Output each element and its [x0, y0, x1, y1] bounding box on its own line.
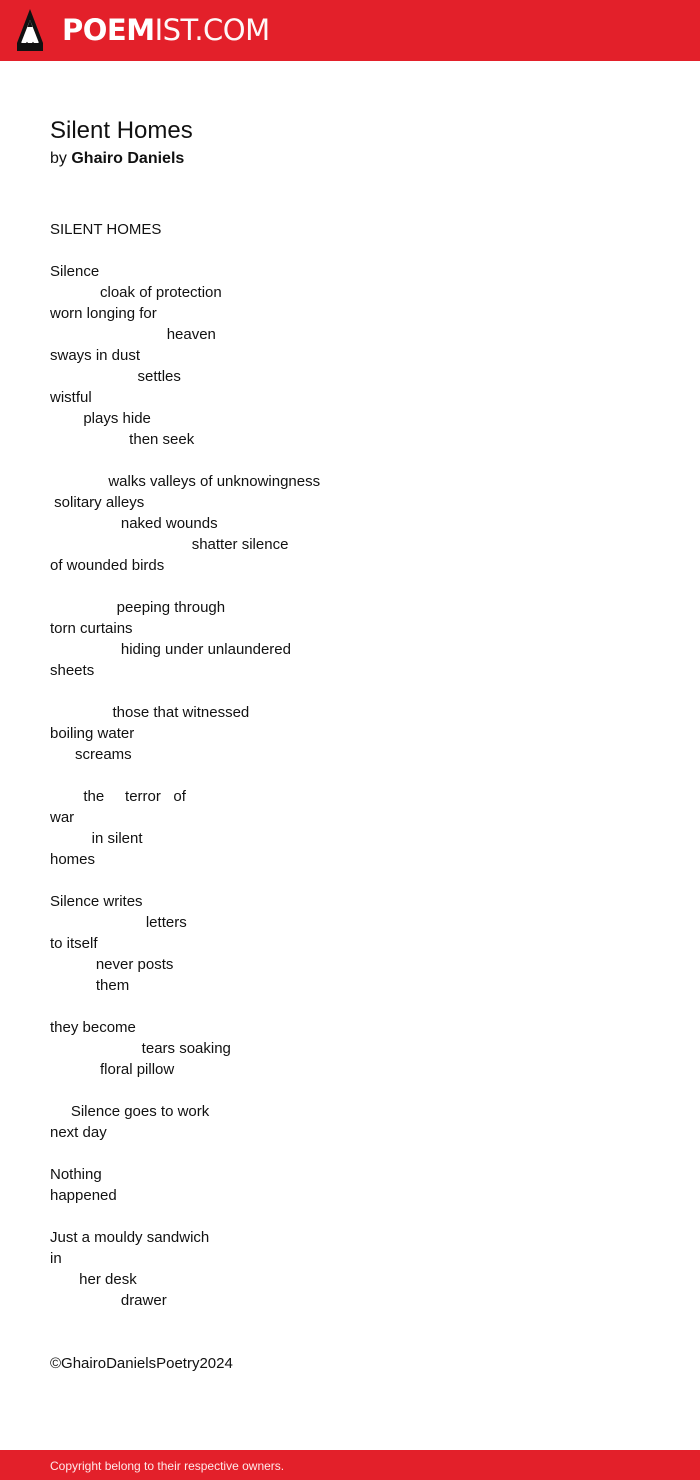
poem-line: of wounded birds: [50, 557, 165, 574]
poem-line: [50, 1080, 650, 1101]
poem-line: they become: [50, 1019, 136, 1036]
author-name: Ghairo Daniels: [71, 150, 185, 167]
poem-line: peeping through: [50, 599, 226, 616]
poem-line: naked wounds: [50, 515, 218, 532]
poem-line: them: [50, 977, 130, 994]
poem-line: letters: [50, 914, 187, 931]
poem-line: next day: [50, 1124, 107, 1141]
poem-line: floral pillow: [50, 1061, 175, 1078]
poem-copyright: ©GhairoDanielsPoetry2024: [50, 1355, 233, 1372]
poem-line: the terror of: [50, 788, 186, 805]
poem-line: worn longing for: [50, 305, 157, 322]
poem-line: [50, 870, 650, 891]
poem-body: [50, 219, 650, 1311]
site-header: [0, 0, 700, 61]
by-label: by: [50, 150, 67, 167]
poem-line: Nothing: [50, 1166, 102, 1183]
poem-line: solitary alleys: [50, 494, 145, 511]
poem-line: torn curtains: [50, 620, 133, 637]
poem-line: [50, 450, 650, 471]
poem-line: in: [50, 1250, 62, 1267]
poem-line: to itself: [50, 935, 98, 952]
poem-line: screams: [50, 746, 132, 763]
poem-line: [50, 1143, 650, 1164]
poem-line: SILENT HOMES: [50, 221, 162, 238]
poem-line: then seek: [50, 431, 195, 448]
poem-line: drawer: [50, 1292, 167, 1309]
footer-copyright-text: Copyright belong to their respective owners.: [50, 1459, 285, 1473]
poem-line: homes: [50, 851, 96, 868]
wordmark-light: IST.COM: [154, 13, 270, 47]
site-footer: [0, 1450, 700, 1480]
poem-line: war: [50, 809, 75, 826]
poem-line: plays hide: [50, 410, 151, 427]
poem-line: [50, 681, 650, 702]
poem-line: cloak of protection: [50, 284, 222, 301]
poem-title: Silent Homes: [50, 117, 193, 144]
poem-line: Silence goes to work: [50, 1103, 210, 1120]
poem-line: Silence writes: [50, 893, 143, 910]
poem-line: those that witnessed: [50, 704, 250, 721]
poem-line: never posts: [50, 956, 174, 973]
poem-line: settles: [50, 368, 181, 385]
poem-line: sheets: [50, 662, 95, 679]
poem-line: tears soaking: [50, 1040, 231, 1057]
poem-byline: [50, 149, 184, 169]
poem-line: [50, 996, 650, 1017]
poem-line: sways in dust: [50, 347, 141, 364]
poem-line: Silence: [50, 263, 100, 280]
poem-line: [50, 240, 650, 261]
poem-line: [50, 765, 650, 786]
wordmark-bold: POEM: [62, 13, 155, 47]
poem-line: hiding under unlaundered: [50, 641, 291, 658]
poem-line: heaven: [50, 326, 216, 343]
poem-line: happened: [50, 1187, 117, 1204]
poem-line: wistful: [50, 389, 92, 406]
poem-line: her desk: [50, 1271, 137, 1288]
poem-line: [50, 1206, 650, 1227]
site-wordmark: [62, 14, 270, 46]
poem-line: Just a mouldy sandwich: [50, 1229, 210, 1246]
poem-line: walks valleys of unknowingness: [50, 473, 321, 490]
pencil-tip-icon: [17, 9, 43, 51]
poem-line: [50, 576, 650, 597]
poem-line: boiling water: [50, 725, 135, 742]
poem-line: shatter silence: [50, 536, 289, 553]
poem-line: in silent: [50, 830, 143, 847]
